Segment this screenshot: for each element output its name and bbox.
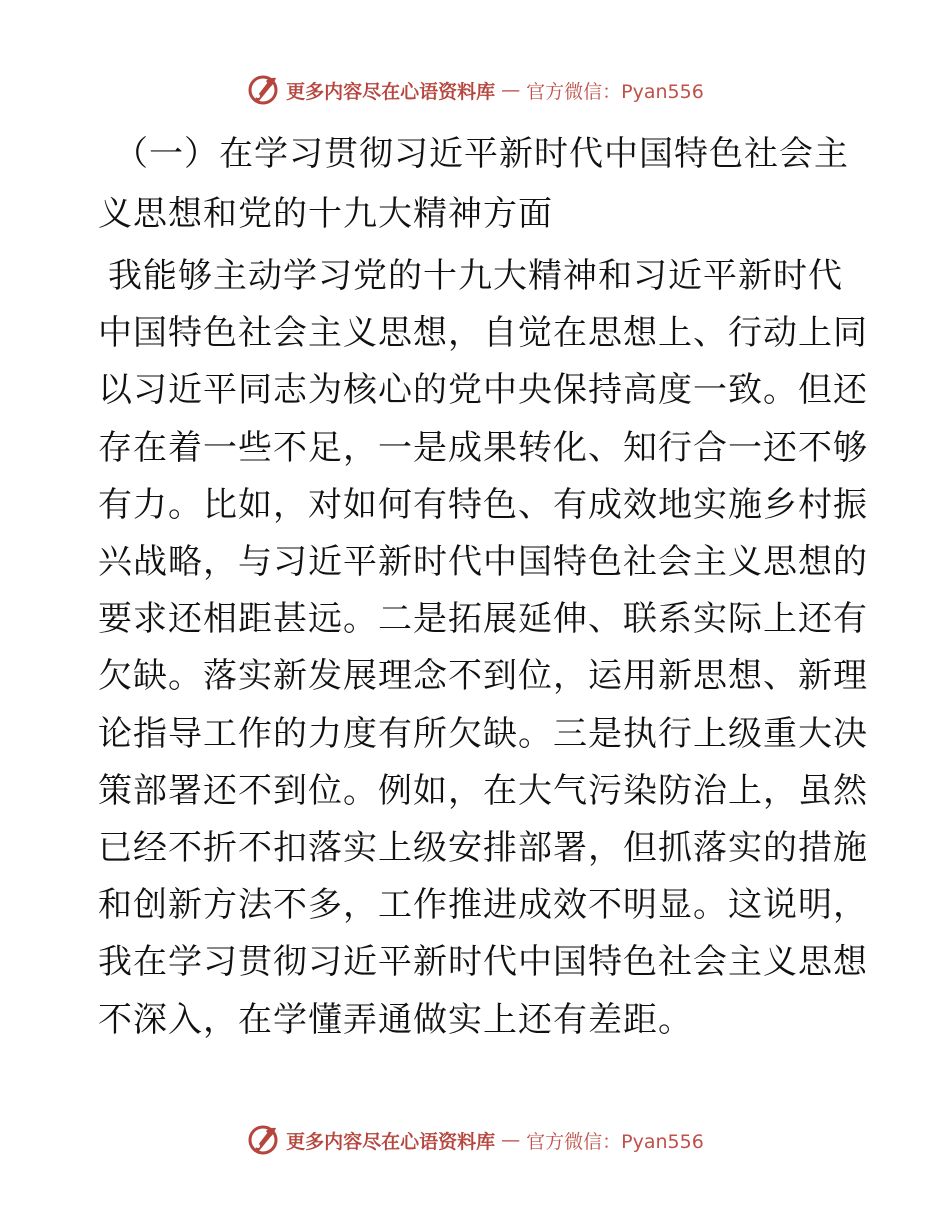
- body-line: 兴战略，与习近平新时代中国特色社会主义思想的: [98, 542, 868, 583]
- body-line: 以习近平同志为核心的党中央保持高度一致。但还: [98, 370, 868, 411]
- body-line: 我能够主动学习党的十九大精神和习近平新时代: [108, 256, 843, 296]
- watermark-separator: —: [501, 79, 521, 101]
- body-line: 已经不折不扣落实上级安排部署，但抓落实的措施: [98, 828, 868, 869]
- quill-logo-icon: [246, 1123, 280, 1157]
- body-line: 要求还相距甚远。二是拓展延伸、联系实际上还有: [98, 599, 868, 640]
- body-line: 存在着一些不足，一是成果转化、知行合一还不够: [98, 427, 868, 468]
- section-heading: [98, 124, 858, 244]
- body-line: 有力。比如，对如何有特色、有成效地实施乡村振: [98, 484, 868, 525]
- body-line: 我在学习贯彻习近平新时代中国特色社会主义思想: [98, 942, 868, 983]
- body-paragraph: [98, 248, 868, 1049]
- header-watermark: [0, 70, 950, 110]
- watermark-main-text: 更多内容尽在心语资料库: [286, 1130, 496, 1153]
- heading-line-2: 义思想和党的十九大精神方面: [98, 194, 553, 234]
- watermark-separator: —: [501, 1129, 521, 1151]
- body-line: 论指导工作的力度有所欠缺。三是执行上级重大决: [98, 713, 868, 754]
- watermark-main-text: 更多内容尽在心语资料库: [286, 80, 496, 103]
- heading-line-1: （一）在学习贯彻习近平新时代中国特色社会主: [114, 134, 849, 174]
- body-line: 欠缺。落实新发展理念不到位，运用新思想、新理: [98, 656, 868, 697]
- watermark-wechat-text: 官方微信：Pyan556: [526, 1130, 704, 1153]
- body-line: 中国特色社会主义思想，自觉在思想上、行动上同: [98, 313, 868, 354]
- body-line: 不深入，在学懂弄通做实上还有差距。: [98, 999, 693, 1040]
- footer-watermark: [0, 1120, 950, 1160]
- body-line: 策部署还不到位。例如，在大气污染防治上，虽然: [98, 770, 868, 811]
- quill-logo-icon: [246, 73, 280, 107]
- body-line: 和创新方法不多，工作推进成效不明显。这说明，: [98, 885, 868, 926]
- watermark-wechat-text: 官方微信：Pyan556: [526, 80, 704, 103]
